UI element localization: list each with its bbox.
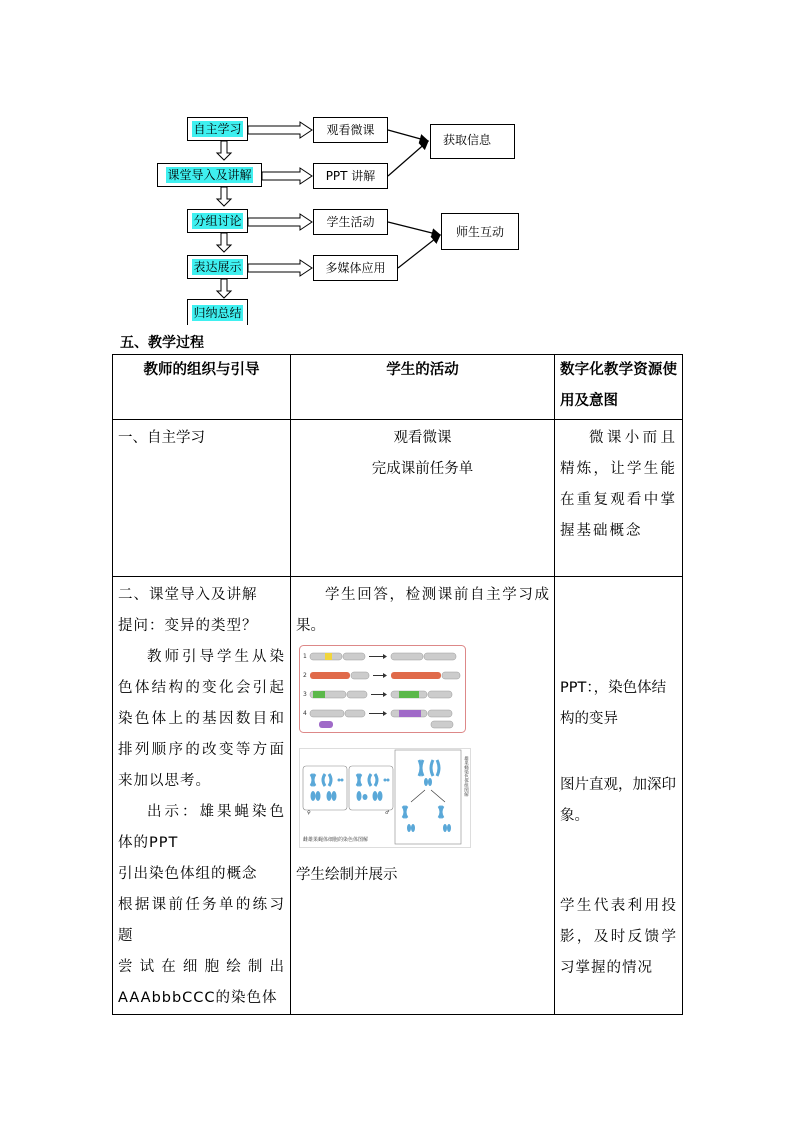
node-teacher-student-interaction: 师生互动 <box>441 213 519 250</box>
section-title: 五、教学过程 <box>120 335 204 351</box>
node-get-info: 获取信息 <box>430 124 515 159</box>
svg-text:♂: ♂ <box>385 810 390 816</box>
svg-text:4: 4 <box>303 710 307 717</box>
svg-text:3: 3 <box>303 691 307 698</box>
node-summary: 归纳总结 <box>187 299 248 325</box>
resource-projection: 学生代表利用投影，及时反馈学习掌握的情况 <box>560 898 677 976</box>
teacher-show: 出示：雄果蝇染色体的PPT <box>118 804 285 851</box>
teaching-flowchart <box>0 0 794 325</box>
chromosome-variation-figure <box>299 645 466 733</box>
teacher-heading: 二、课堂导入及讲解 <box>118 587 258 603</box>
svg-text:1: 1 <box>303 653 307 660</box>
table-row <box>113 420 683 577</box>
node-class-intro: 课堂导入及讲解 <box>157 163 262 187</box>
teacher-guide: 教师引导学生从染色体结构的变化会引起染色体上的基因数目和排列顺序的改变等方面来加以思考。 <box>118 649 285 789</box>
node-watch-micro: 观看微课 <box>313 117 388 143</box>
figure-caption: 雌雄果蝇体细胞的染色体图解 <box>303 837 369 843</box>
row2-teacher <box>113 577 291 1015</box>
row1-resource: 微课小而且精炼，让学生能在重复观看中掌握基础概念 <box>555 420 683 577</box>
row1-teacher: 一、自主学习 <box>113 420 291 577</box>
table-row <box>113 577 683 1015</box>
header-teacher: 教师的组织与引导 <box>113 355 291 420</box>
teacher-question: 提问：变异的类型？ <box>118 618 258 634</box>
teacher-concept: 引出染色体组的概念 <box>118 866 258 882</box>
row1-student <box>291 420 555 577</box>
resource-picture: 图片直观，加深印象。 <box>560 777 676 824</box>
row1-student-line-1: 观看微课 <box>393 430 452 446</box>
fruit-fly-chromosome-figure <box>299 748 471 848</box>
table-header-row <box>113 355 683 420</box>
node-group-discussion: 分组讨论 <box>187 209 248 233</box>
svg-text:2: 2 <box>303 672 307 679</box>
node-ppt-lecture: PPT 讲解 <box>313 163 388 189</box>
figure-side-label: 雄果蝇染色体组图解 <box>463 756 469 797</box>
node-presentation: 表达展示 <box>187 255 248 279</box>
node-self-study: 自主学习 <box>187 117 248 141</box>
student-answer: 学生回答，检测课前自主学习成果。 <box>296 587 549 634</box>
node-multimedia: 多媒体应用 <box>313 255 398 281</box>
row2-student <box>291 577 555 1015</box>
teacher-exercise: 根据课前任务单的练习题 <box>118 897 285 944</box>
student-draw: 学生绘制并展示 <box>296 867 398 883</box>
svg-text:♀: ♀ <box>307 810 311 816</box>
teaching-process-table <box>112 354 683 1015</box>
teacher-draw: 尝试在细胞绘制出AAAbbbCCC的染色体 <box>118 959 285 1006</box>
row1-student-line-2: 完成课前任务单 <box>371 461 474 477</box>
node-student-activity: 学生活动 <box>313 209 388 235</box>
row2-resource <box>555 577 683 1015</box>
header-student: 学生的活动 <box>291 355 555 420</box>
hollow-arrows <box>248 122 312 276</box>
header-resource: 数字化教学资源使用及意图 <box>555 355 683 420</box>
resource-ppt: PPT：，染色体结构的变异 <box>560 680 667 727</box>
